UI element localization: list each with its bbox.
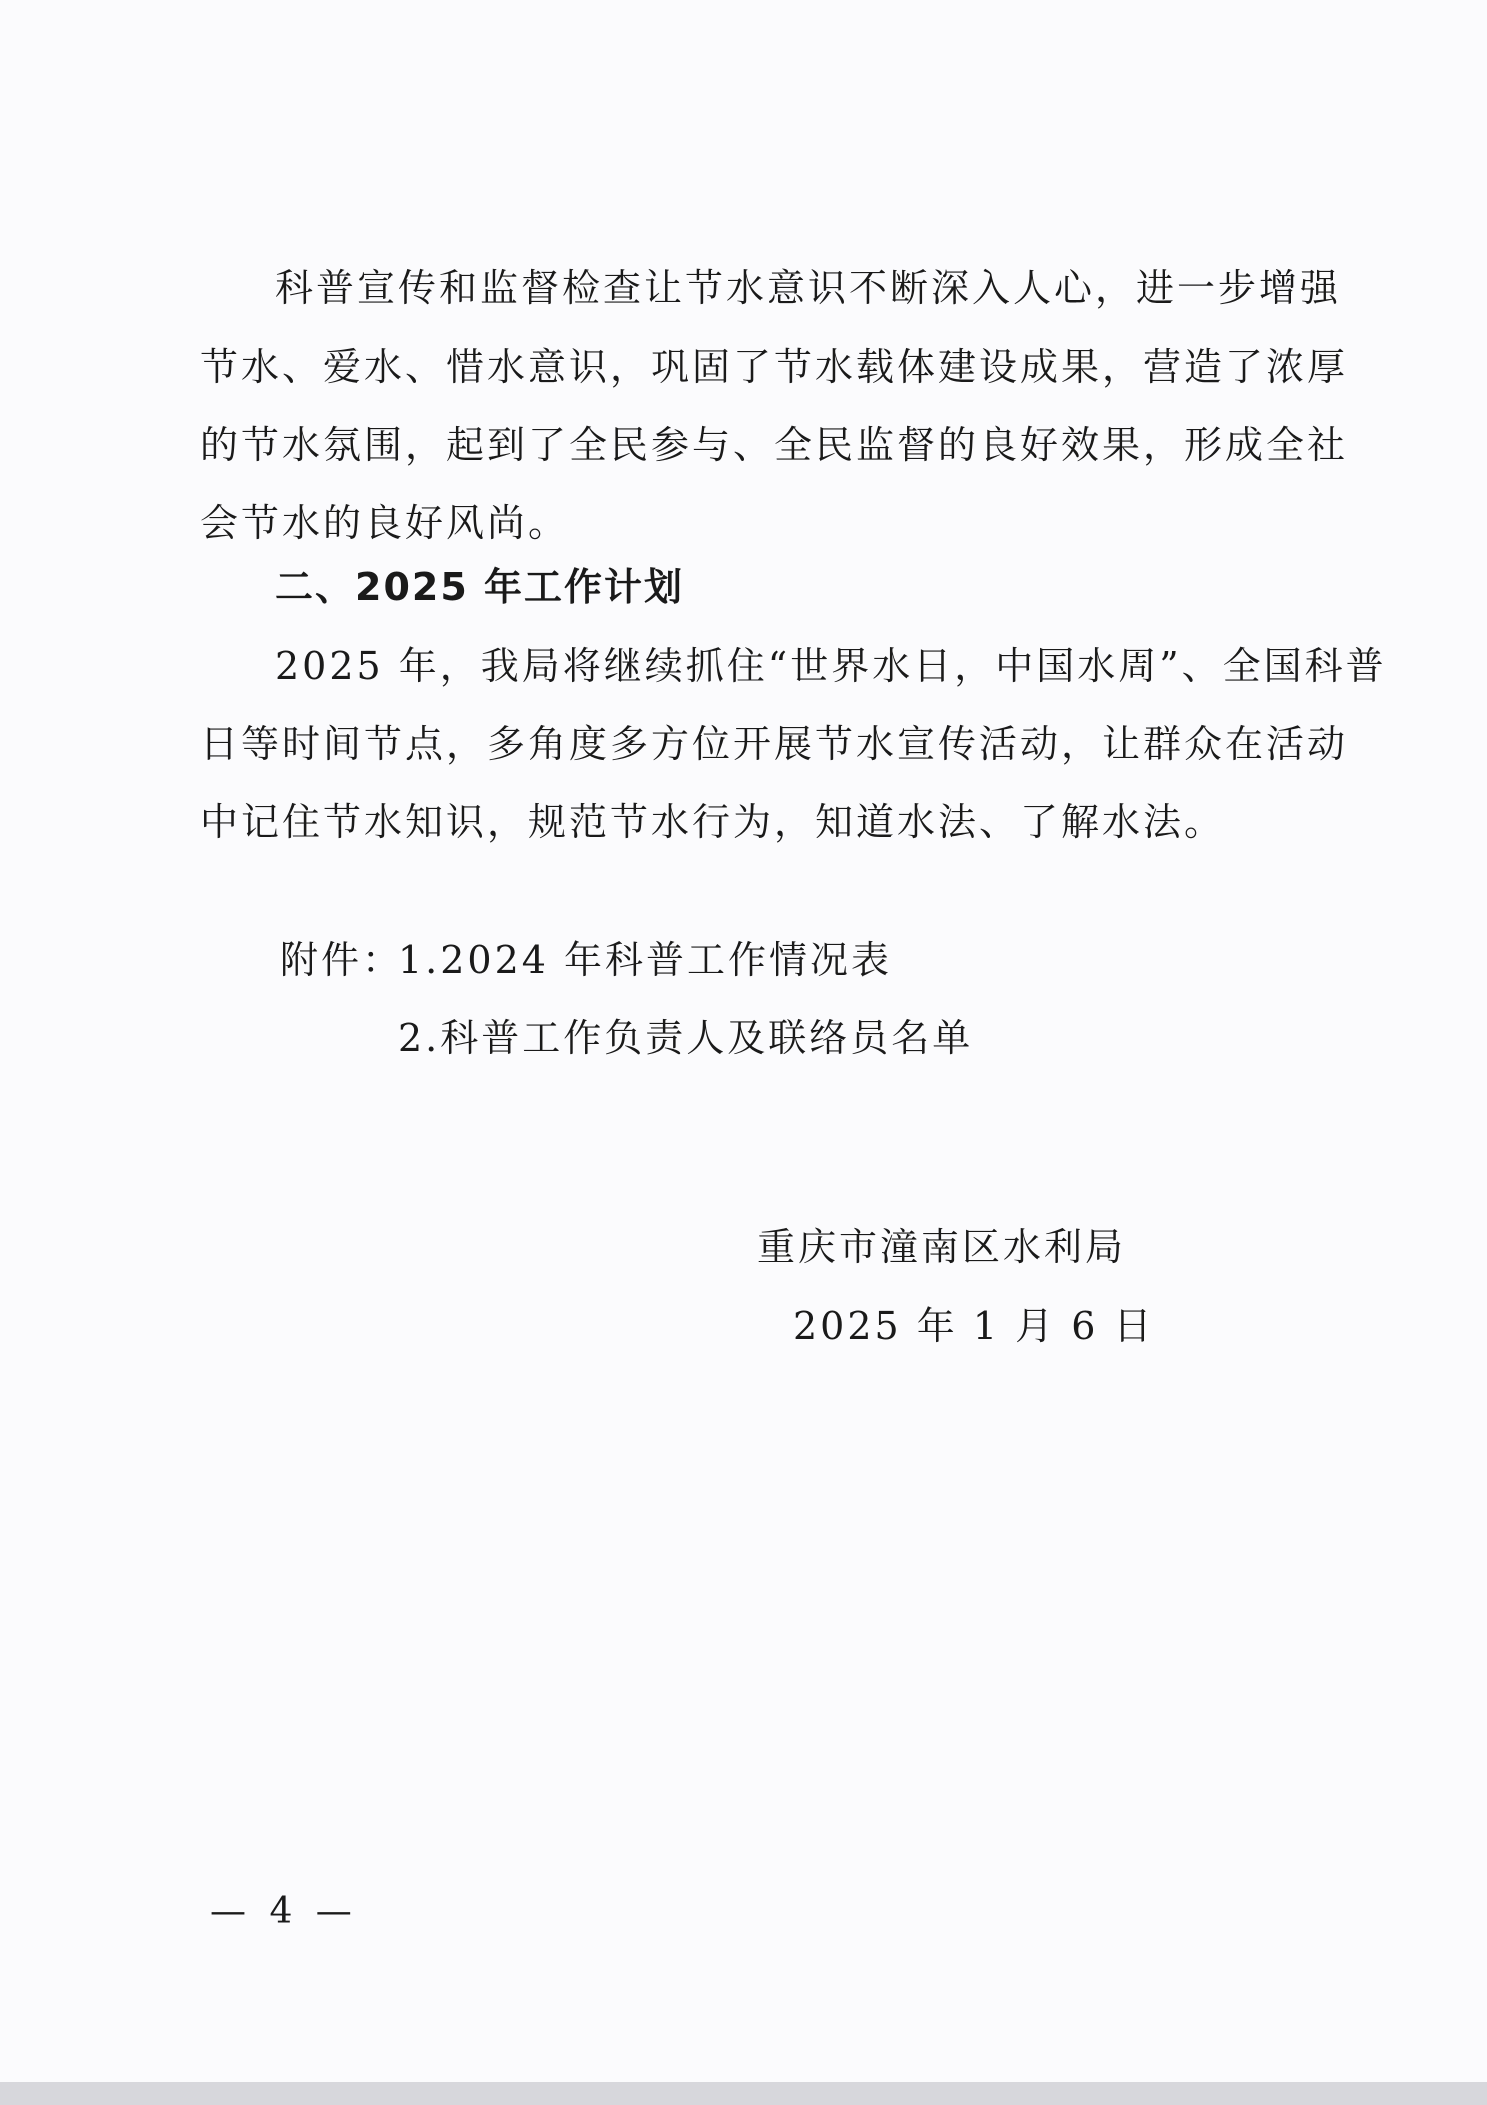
signature-organization: 重庆市潼南区水利局 [757, 1225, 1127, 1269]
paragraph-line: 节水、爱水、惜水意识，巩固了节水载体建设成果，营造了浓厚 [200, 345, 1349, 389]
attachments-label: 附件： [280, 938, 404, 982]
signature-date: 2025 年 1 月 6 日 [793, 1304, 1155, 1348]
paragraph-line: 2025 年，我局将继续抓住“世界水日，中国水周”、全国科普 [275, 644, 1387, 688]
attachment-item: 1.2024 年科普工作情况表 [398, 938, 893, 982]
paragraph-line: 日等时间节点，多角度多方位开展节水宣传活动，让群众在活动 [200, 722, 1349, 766]
paragraph-line: 中记住节水知识，规范节水行为，知道水法、了解水法。 [200, 800, 1226, 844]
attachment-item: 2.科普工作负责人及联络员名单 [398, 1016, 974, 1060]
scan-bottom-edge [0, 2082, 1487, 2105]
paragraph-line: 科普宣传和监督检查让节水意识不断深入人心，进一步增强 [275, 266, 1342, 310]
paragraph-line: 的节水氛围，起到了全民参与、全民监督的良好效果，形成全社 [200, 423, 1349, 467]
page-number: — 4 — [210, 1891, 358, 1932]
section-heading: 二、2025 年工作计划 [275, 565, 684, 609]
paragraph-line: 会节水的良好风尚。 [200, 501, 570, 545]
